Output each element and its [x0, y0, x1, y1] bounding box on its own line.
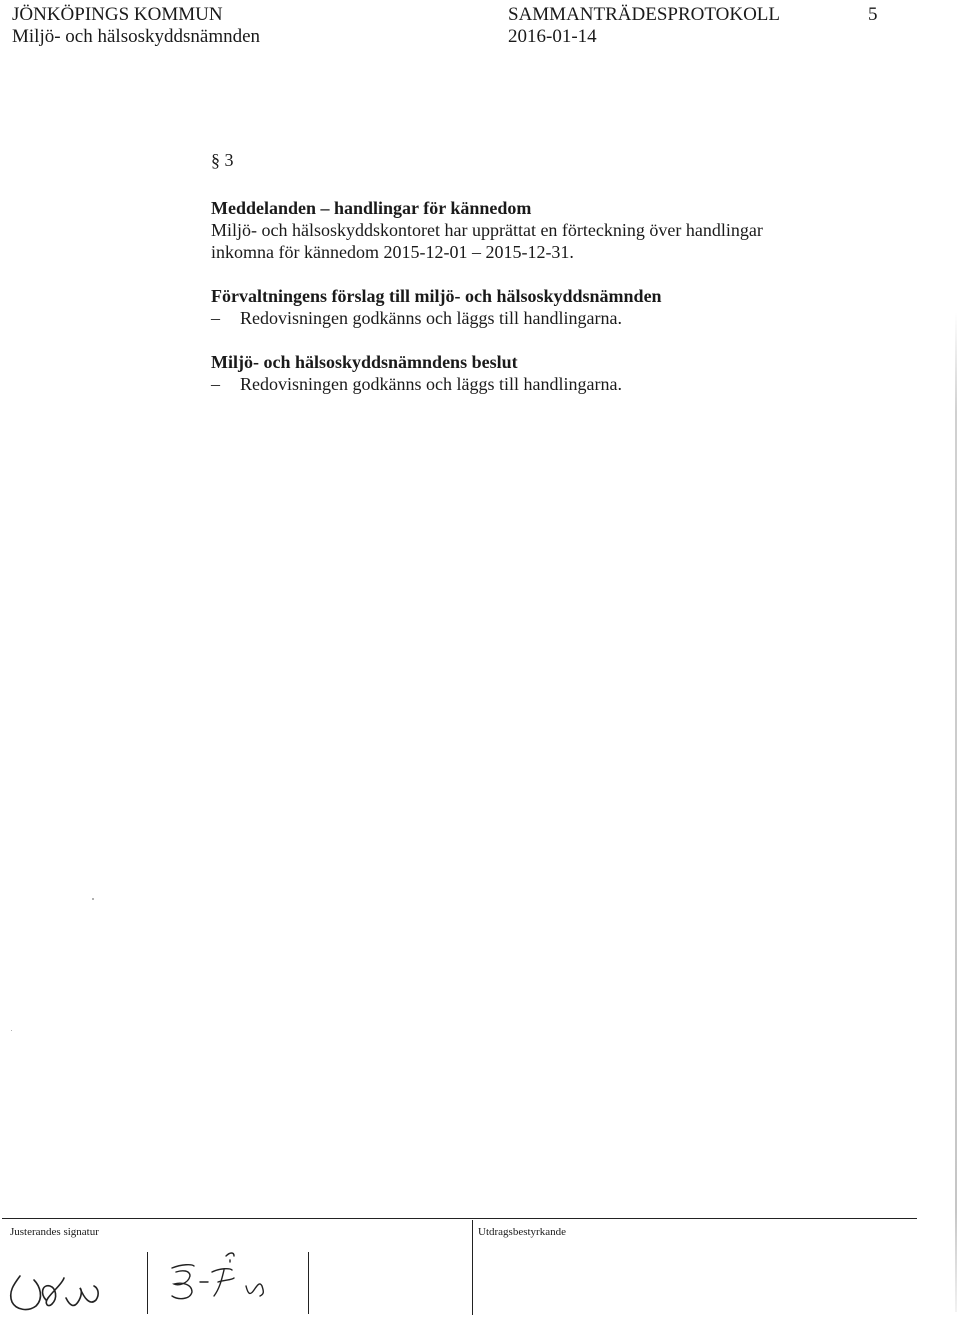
- proposal-item: [211, 307, 911, 329]
- decision-heading: Miljö- och hälsoskyddsnämndens beslut: [211, 352, 518, 372]
- list-dash: –: [211, 374, 220, 394]
- description-line-1: Miljö- och hälsoskyddskontoret har upprättat en förteckning över handlingar: [211, 220, 763, 240]
- document-type: SAMMANTRÄDESPROTOKOLL: [508, 4, 781, 25]
- signature-separator: [147, 1252, 148, 1314]
- footer-divider: [2, 1218, 917, 1219]
- proposal-heading: Förvaltningens förslag till miljö- och hälsoskyddsnämnden: [211, 286, 662, 306]
- meeting-date: 2016-01-14: [508, 26, 597, 47]
- section-title: Meddelanden – handlingar för kännedom: [211, 198, 532, 218]
- proposal-block: [211, 285, 911, 329]
- decision-item-text: Redovisningen godkänns och läggs till handlingarna.: [240, 374, 622, 394]
- certification-separator: [472, 1220, 473, 1315]
- proposal-item-text: Redovisningen godkänns och läggs till handlingarna.: [240, 308, 622, 328]
- scan-speck: [92, 898, 94, 900]
- signature-label: Justerandes signatur: [10, 1226, 99, 1238]
- list-dash: –: [211, 308, 220, 328]
- decision-item: [211, 373, 911, 395]
- signature-separator: [308, 1252, 309, 1314]
- organization-name: JÖNKÖPINGS KOMMUN: [12, 4, 223, 25]
- scan-edge-artifact: [955, 312, 957, 1312]
- section-number: § 3: [211, 150, 234, 170]
- page-number: 5: [868, 4, 878, 25]
- certification-label: Utdragsbestyrkande: [478, 1226, 566, 1238]
- handwritten-signature-icon: [160, 1238, 290, 1308]
- signature-footer: [0, 1218, 960, 1317]
- committee-name: Miljö- och hälsoskyddsnämnden: [12, 26, 261, 47]
- description-line-2: inkomna för kännedom 2015-12-01 – 2015-12-31.: [211, 242, 574, 262]
- handwritten-signature-icon: [0, 1248, 125, 1314]
- scan-speck: [11, 1030, 12, 1031]
- section-intro: [211, 197, 911, 263]
- decision-block: [211, 351, 911, 395]
